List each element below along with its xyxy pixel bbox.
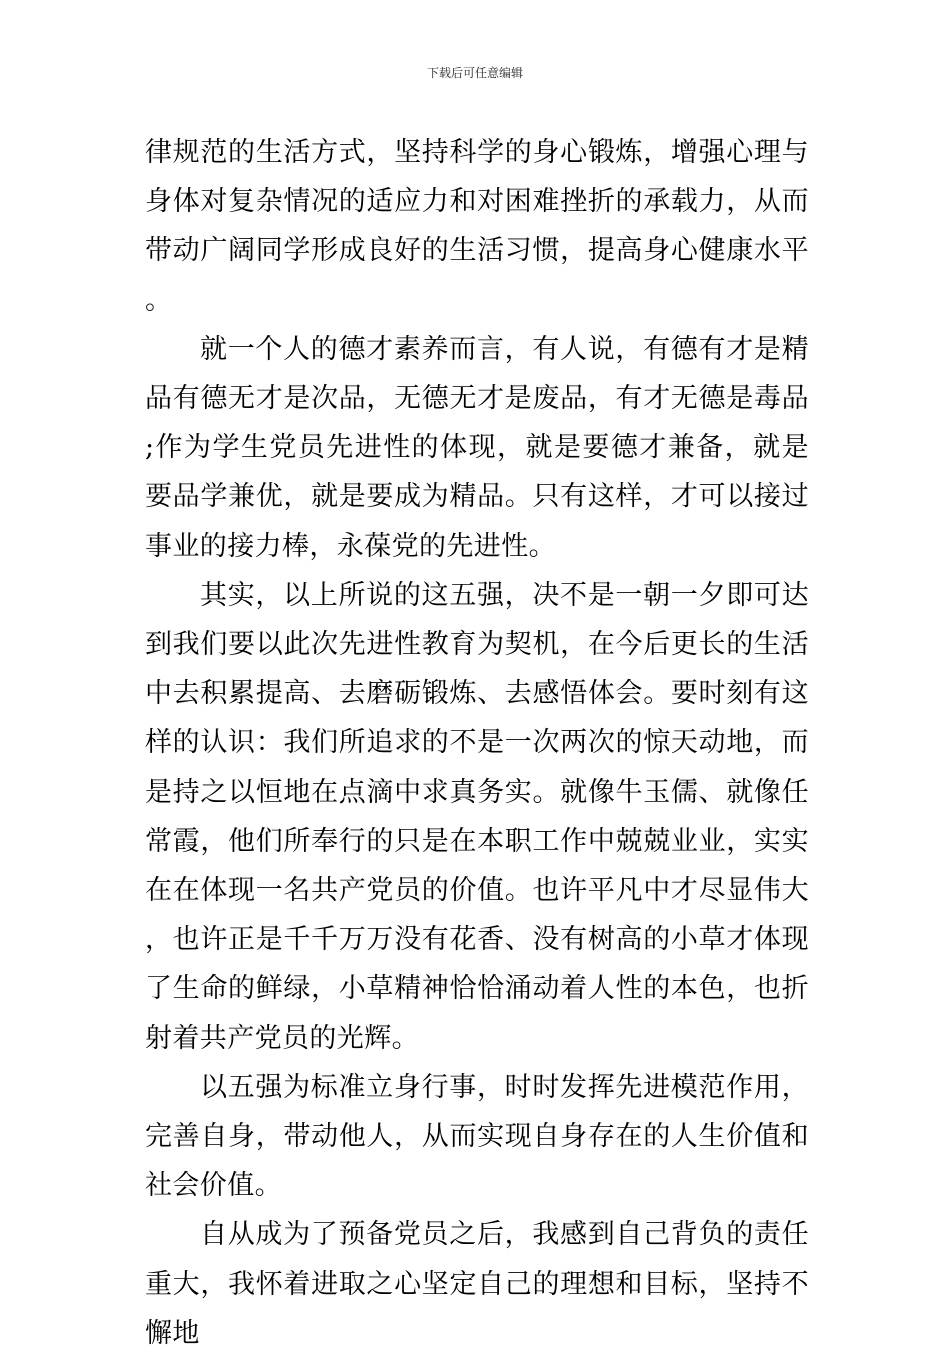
paragraph-4: 以五强为标准立身行事，时时发挥先进模范作用，完善自身，带动他人，从而实现自身存在的人生价值和社会价值。 <box>145 1071 809 1202</box>
document-body <box>145 128 809 1358</box>
paragraph-5: 自从成为了预备党员之后，我感到自己背负的责任重大，我怀着进取之心坚定自己的理想和目标，坚持不懈地 <box>145 1219 809 1349</box>
paragraph-2: 就一个人的德才素养而言，有人说，有德有才是精品有德无才是次品，无德无才是废品，有才无德是毒品;作为学生党员先进性的体现，就是要德才兼备，就是要品学兼优，就是要成为精品。只有这样，才可以接过事业的接力棒，永葆党的先进性。 <box>145 333 809 562</box>
paragraph-1: 律规范的生活方式，坚持科学的身心锻炼，增强心理与身体对复杂情况的适应力和对困难挫折的承载力，从而带动广阔同学形成良好的生活习惯，提高身心健康水平。 <box>145 137 809 316</box>
paragraph-3: 其实，以上所说的这五强，决不是一朝一夕即可达到我们要以此次先进性教育为契机，在今后更长的生活中去积累提高、去磨砺锻炼、去感悟体会。要时刻有这样的认识：我们所追求的不是一次两次的惊天动地，而是持之以恒地在点滴中求真务实。就像牛玉儒、就像任常霞，他们所奉行的只是在本职工作中兢兢业业，实实在在体现一名共产党员的价值。也许平凡中才尽显伟大，也许正是千千万万没有花香、没有树高的小草才体现了生命的鲜绿，小草精神恰恰涌动着人性的本色，也折射着共产党员的光辉。 <box>145 579 809 1054</box>
page-header: 下载后可任意编辑 <box>426 66 523 80</box>
